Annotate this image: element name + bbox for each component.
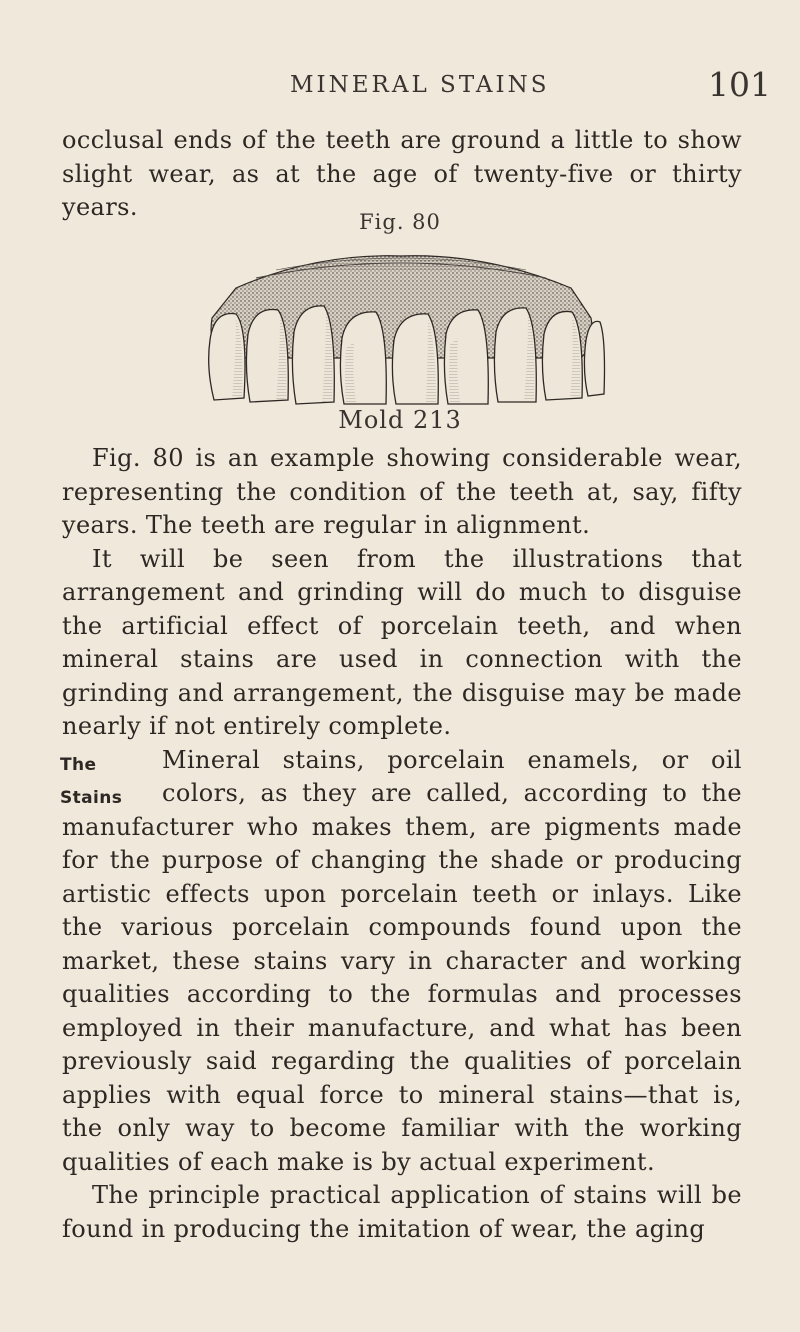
body-text — [62, 442, 742, 1246]
running-head — [290, 65, 800, 112]
running-title: MINERAL STAINS — [290, 72, 550, 98]
sidehead-line-1: The — [60, 754, 97, 775]
stains-paragraph — [62, 744, 742, 1180]
mould-label: Mold 213 — [338, 406, 462, 434]
page-number: 101 — [708, 65, 771, 104]
principle-paragraph: The principle practical application of stains will be found in producing the imitation of wear, the aging — [62, 1181, 742, 1243]
opening-paragraph: occlusal ends of the teeth are ground a little to show slight wear, as at the age of twenty-five or thirty years. — [62, 126, 742, 221]
arrangement-paragraph: It will be seen from the illustrations that arrangement and grinding will do much to disguise the artificial effect of porcelain teeth, and when mineral stains are used in connection with the grinding and arrangement, the disguise may be made nearly if not entirely complete. — [62, 544, 742, 740]
figure-caption: Fig. 80 — [359, 210, 441, 234]
sidehead-the-stains — [60, 749, 150, 816]
figure-description-paragraph: Fig. 80 is an example showing considerable wear, representing the condition of the teeth at, say, fifty years. The teeth are regular in alignment. — [62, 444, 742, 539]
sidehead-line-2: Stains — [60, 788, 123, 808]
stains-paragraph-text: Mineral stains, porcelain enamels, or oil colors, as they are called, according to the manufacturer who makes them, are pigments made for the purpose of changing the shade or producing artistic effects upon porcelain teeth or inlays. Like the various porcelain compounds found upon the market, these stains vary in character and working qualities according to the formulas and processes employed in their manufacture, and what has been previously said regarding the qualities of porcelain applies with equal force to mineral stains—that is, the only way to become familiar with the working qualities of each make is by actual experiment. — [62, 745, 742, 1176]
stains-section — [62, 744, 742, 1180]
dental-teeth-illustration — [196, 248, 606, 406]
